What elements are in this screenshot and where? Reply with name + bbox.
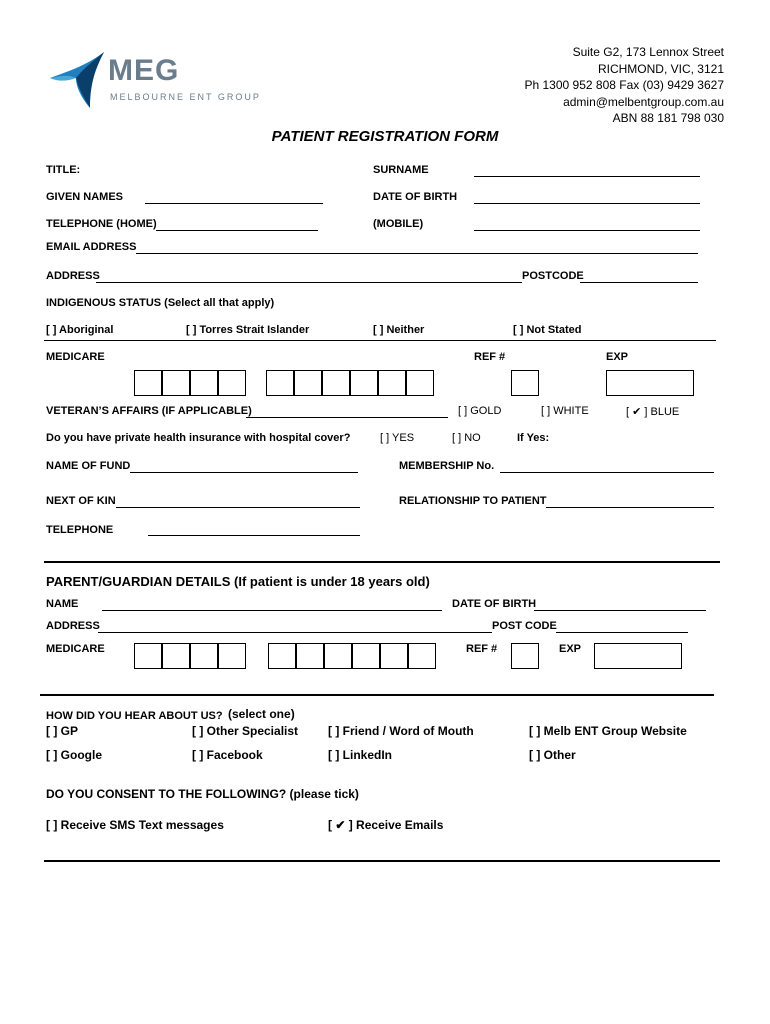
address-line-2: RICHMOND, VIC, 3121 (597, 61, 724, 76)
guardian-medicare-label: MEDICARE (46, 643, 105, 655)
referral-option-other[interactable]: [ ] Other (529, 748, 576, 762)
postcode-field[interactable] (580, 282, 698, 283)
consent-question: DO YOU CONSENT TO THE FOLLOWING? (please tick) (46, 787, 359, 801)
guardian-medicare-digit-box[interactable] (380, 643, 408, 669)
contact-email: admin@melbentgroup.com.au (563, 94, 724, 109)
medicare-digit-box[interactable] (378, 370, 406, 396)
guardian-postcode-field[interactable] (556, 632, 688, 633)
medicare-ref-box[interactable] (511, 370, 539, 396)
email-label: EMAIL ADDRESS (46, 241, 137, 253)
medicare-digit-box[interactable] (218, 370, 246, 396)
logo (46, 48, 276, 118)
medicare-digit-box[interactable] (322, 370, 350, 396)
medicare-label: MEDICARE (46, 351, 105, 363)
referral-option-website[interactable]: [ ] Melb ENT Group Website (529, 724, 687, 738)
fund-name-field[interactable] (130, 472, 358, 473)
dob-label: DATE OF BIRTH (373, 191, 458, 203)
medicare-digit-box[interactable] (266, 370, 294, 396)
medicare-digit-box[interactable] (134, 370, 162, 396)
guardian-medicare-digit-box[interactable] (408, 643, 436, 669)
exp-label: EXP (606, 351, 629, 363)
given-names-label: GIVEN NAMES (46, 191, 124, 203)
guardian-medicare-digit-box[interactable] (218, 643, 246, 669)
divider (44, 561, 720, 563)
option-not-stated[interactable]: [ ] Not Stated (513, 324, 582, 336)
option-torres-strait[interactable]: [ ] Torres Strait Islander (186, 324, 310, 336)
referral-option-google[interactable]: [ ] Google (46, 748, 102, 762)
guardian-address-field[interactable] (98, 632, 492, 633)
relationship-label: RELATIONSHIP TO PATIENT (399, 495, 547, 507)
medicare-digit-box[interactable] (294, 370, 322, 396)
surname-field[interactable] (474, 176, 700, 177)
telephone-home-label: TELEPHONE (HOME) (46, 218, 157, 230)
indigenous-label: INDIGENOUS STATUS (Select all that apply) (46, 297, 275, 309)
veterans-field[interactable] (246, 417, 448, 418)
guardian-name-label: NAME (46, 598, 79, 610)
option-white[interactable]: [ ] WHITE (541, 405, 589, 417)
guardian-exp-label: EXP (559, 643, 582, 655)
option-gold[interactable]: [ ] GOLD (458, 405, 502, 417)
guardian-exp-box[interactable] (594, 643, 682, 669)
mobile-label: (MOBILE) (373, 218, 424, 230)
next-of-kin-label: NEXT OF KIN (46, 495, 116, 507)
medicare-digit-box[interactable] (190, 370, 218, 396)
divider (44, 860, 720, 862)
address-label: ADDRESS (46, 270, 100, 282)
given-names-field[interactable] (145, 203, 323, 204)
form-title: PATIENT REGISTRATION FORM (271, 128, 499, 145)
option-yes[interactable]: [ ] YES (380, 432, 415, 444)
mobile-field[interactable] (474, 230, 700, 231)
guardian-ref-label: REF # (466, 643, 498, 655)
guardian-medicare-digit-box[interactable] (352, 643, 380, 669)
phone-fax: Ph 1300 952 808 Fax (03) 9429 3627 (524, 78, 724, 92)
dob-field[interactable] (474, 203, 700, 204)
telephone-home-field[interactable] (156, 230, 318, 231)
telephone-label: TELEPHONE (46, 524, 114, 536)
relationship-field[interactable] (546, 507, 714, 508)
referral-option-other-specialist[interactable]: [ ] Other Specialist (192, 724, 299, 738)
surname-label: SURNAME (373, 164, 429, 176)
referral-option-linkedin[interactable]: [ ] LinkedIn (328, 748, 392, 762)
option-neither[interactable]: [ ] Neither (373, 324, 425, 336)
divider (40, 694, 714, 696)
guardian-dob-label: DATE OF BIRTH (452, 598, 537, 610)
guardian-ref-box[interactable] (511, 643, 539, 669)
consent-email-option[interactable]: [ ✔ ] Receive Emails (328, 818, 444, 832)
private-health-label: Do you have private health insurance with hospital cover? (46, 432, 351, 444)
option-aboriginal[interactable]: [ ] Aboriginal (46, 324, 114, 336)
guardian-address-label: ADDRESS (46, 620, 100, 632)
ref-label: REF # (474, 351, 506, 363)
next-of-kin-field[interactable] (116, 507, 360, 508)
referral-option-facebook[interactable]: [ ] Facebook (192, 748, 263, 762)
guardian-medicare-digit-box[interactable] (296, 643, 324, 669)
referral-hint: (select one) (228, 707, 295, 721)
medicare-digit-box[interactable] (406, 370, 434, 396)
guardian-medicare-digit-box[interactable] (268, 643, 296, 669)
logo-text: MEG (108, 54, 180, 87)
guardian-name-field[interactable] (102, 610, 442, 611)
guardian-medicare-digit-box[interactable] (134, 643, 162, 669)
logo-swoosh-icon (46, 48, 110, 112)
medicare-exp-box[interactable] (606, 370, 694, 396)
email-field[interactable] (136, 253, 698, 254)
divider (44, 340, 716, 341)
title-label: TITLE: (46, 164, 81, 176)
guardian-medicare-digit-box[interactable] (190, 643, 218, 669)
if-yes-label: If Yes: (517, 432, 550, 444)
abn: ABN 88 181 798 030 (612, 111, 724, 125)
guardian-medicare-digit-box[interactable] (324, 643, 352, 669)
medicare-digit-box[interactable] (350, 370, 378, 396)
postcode-label: POSTCODE (522, 270, 584, 282)
guardian-postcode-label: POST CODE (492, 620, 557, 632)
fund-name-label: NAME OF FUND (46, 460, 131, 472)
guardian-dob-field[interactable] (534, 610, 706, 611)
membership-label: MEMBERSHIP No. (399, 460, 495, 472)
address-field[interactable] (96, 282, 522, 283)
guardian-section-title: PARENT/GUARDIAN DETAILS (If patient is under 18 years old) (46, 574, 430, 589)
medicare-digit-box[interactable] (162, 370, 190, 396)
telephone-field[interactable] (148, 535, 360, 536)
consent-sms-option[interactable]: [ ] Receive SMS Text messages (46, 818, 224, 832)
referral-question: HOW DID YOU HEAR ABOUT US? (46, 710, 223, 722)
address-line-1: Suite G2, 173 Lennox Street (572, 45, 724, 59)
option-no[interactable]: [ ] NO (452, 432, 481, 444)
referral-option-gp[interactable]: [ ] GP (46, 724, 78, 738)
veterans-label: VETERAN’S AFFAIRS (IF APPLICABLE) (46, 405, 252, 417)
logo-subtitle: MELBOURNE ENT GROUP (110, 92, 261, 102)
referral-option-friend[interactable]: [ ] Friend / Word of Mouth (328, 724, 474, 738)
membership-field[interactable] (500, 472, 714, 473)
contact-block (525, 44, 725, 127)
option-blue[interactable]: [ ✔ ] BLUE (626, 406, 680, 418)
guardian-medicare-digit-box[interactable] (162, 643, 190, 669)
